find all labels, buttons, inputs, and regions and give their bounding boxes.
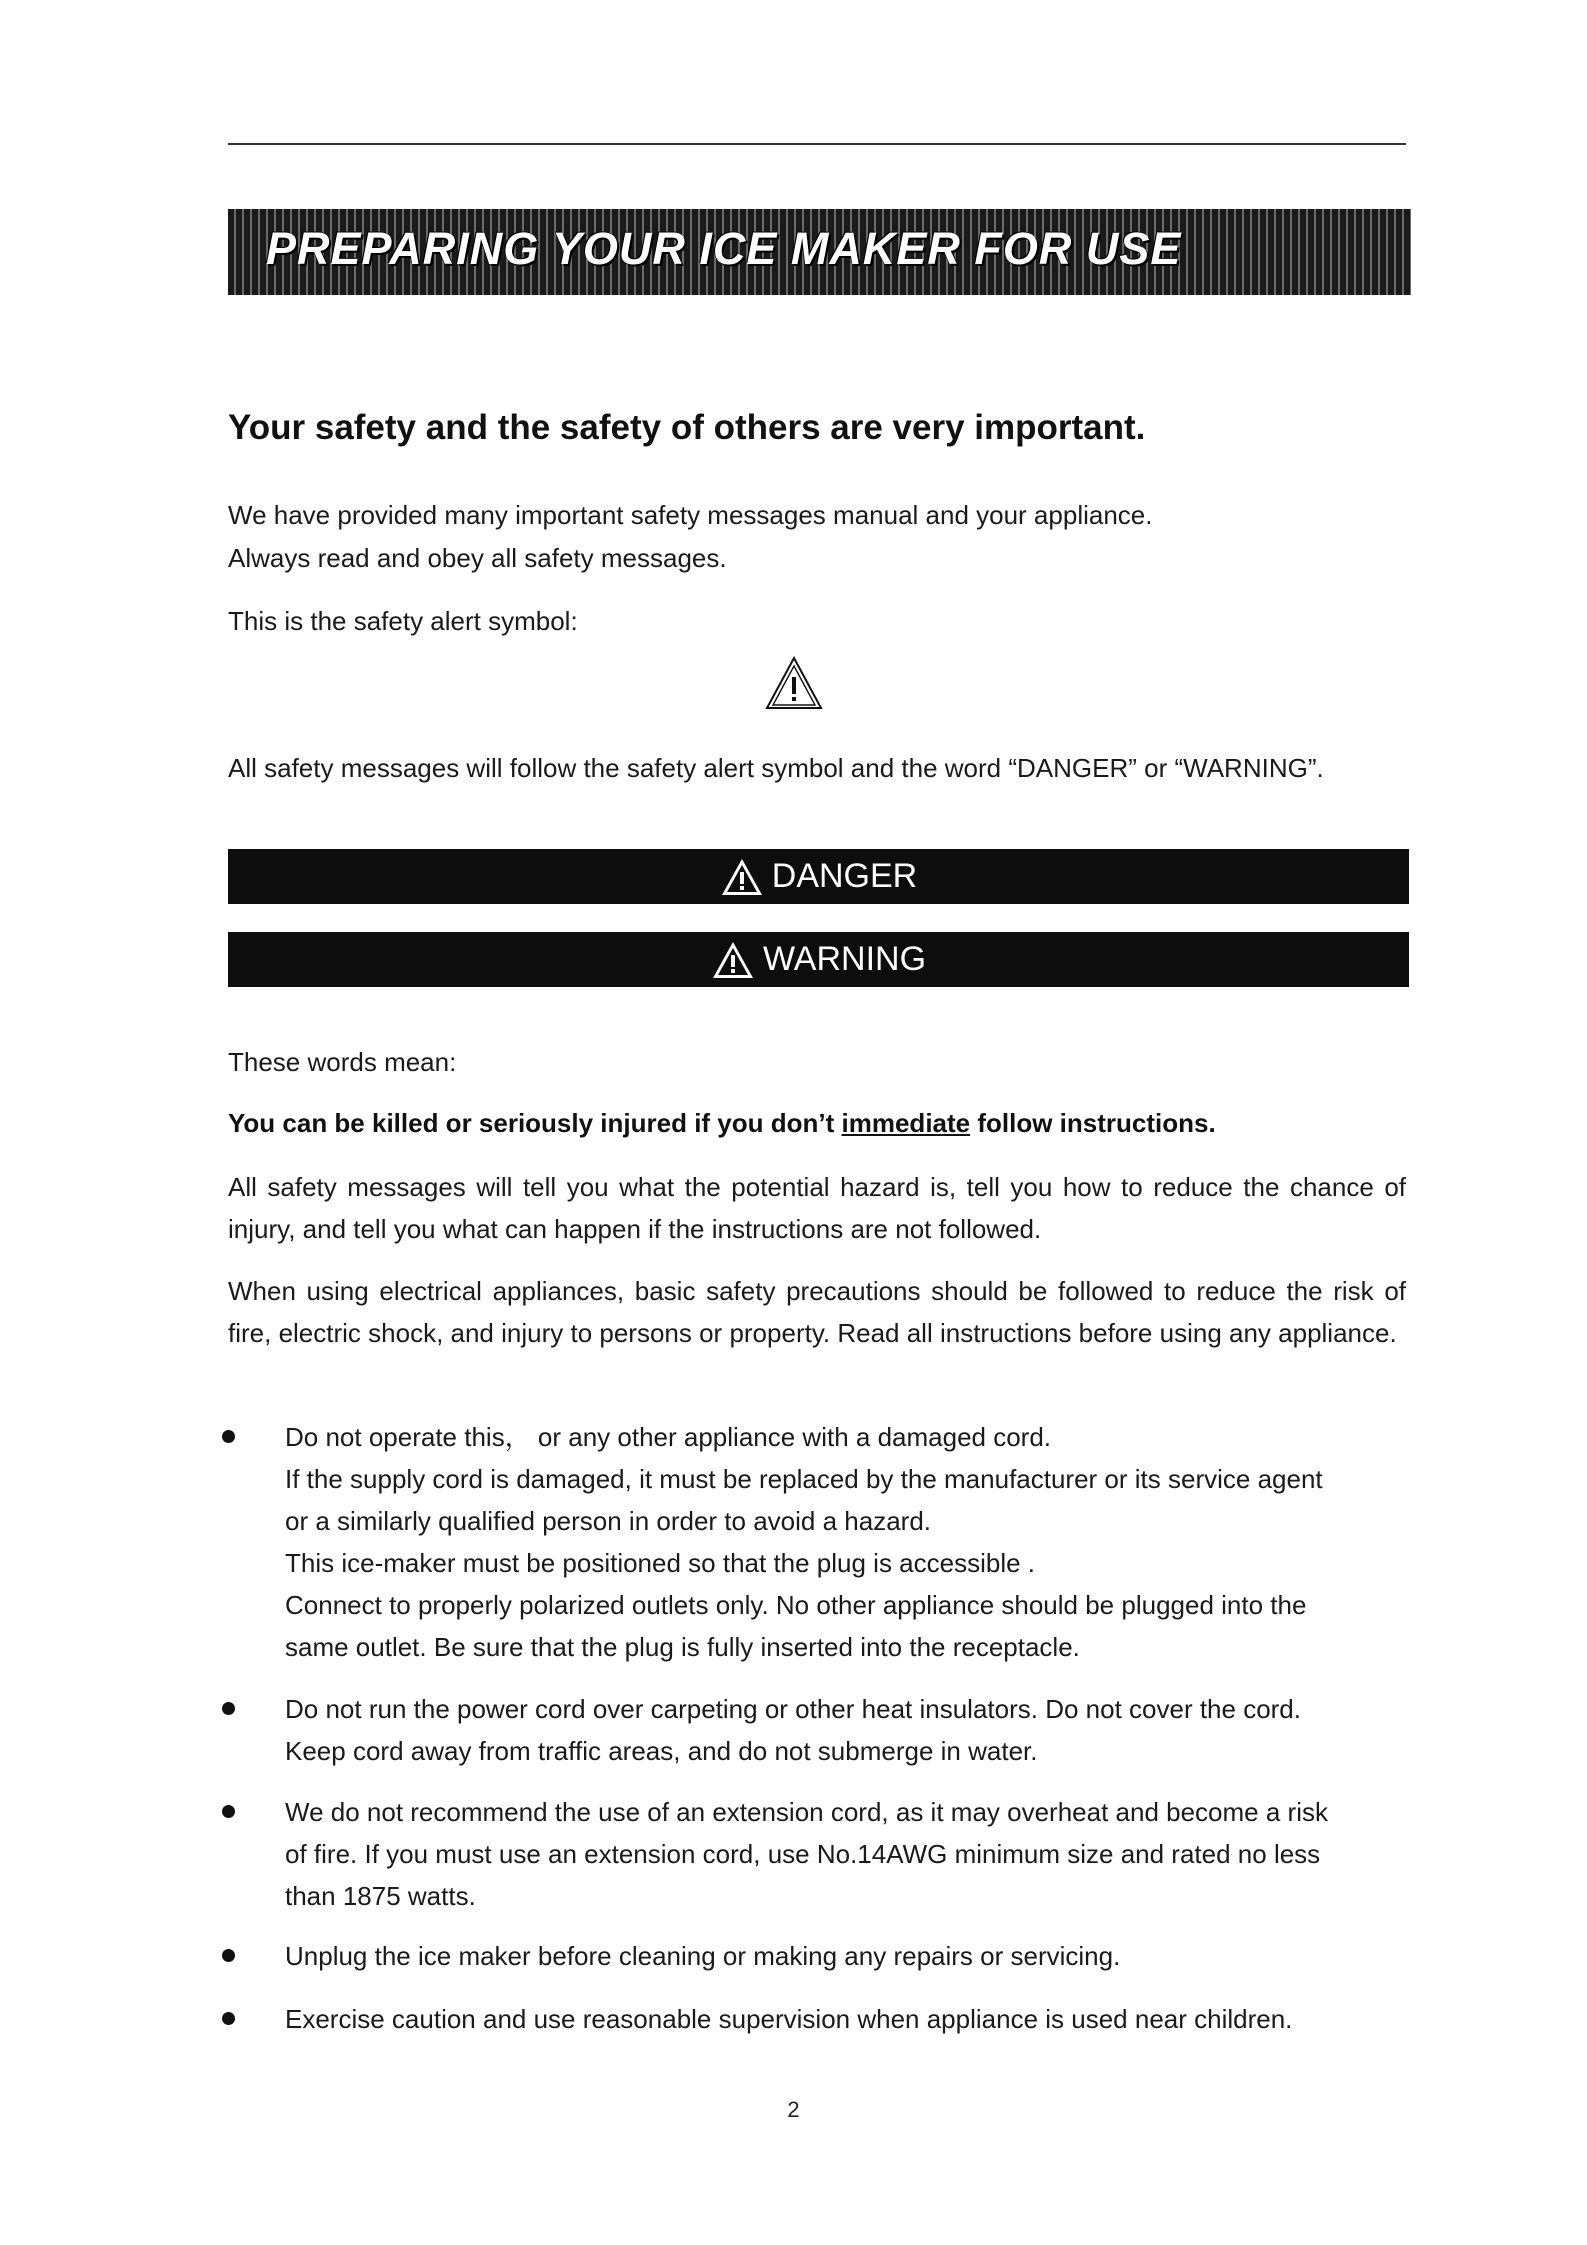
intro-line-2: Always read and obey all safety messages.	[228, 543, 727, 573]
bullet-line: same outlet. Be sure that the plug is fully inserted into the receptacle.	[285, 1632, 1080, 1662]
bullet-line: Keep cord away from traffic areas, and do not submerge in water.	[285, 1736, 1038, 1766]
symbol-intro: This is the safety alert symbol:	[228, 606, 578, 636]
bullet-line: Do not run the power cord over carpeting or other heat insulators. Do not cover the cord.	[285, 1694, 1301, 1724]
bullet-line: We do not recommend the use of an extension cord, as it may overheat and become a risk	[285, 1797, 1328, 1827]
danger-word: DANGER	[771, 857, 918, 895]
meaning-statement	[228, 1108, 1216, 1139]
bullet-line: Exercise caution and use reasonable supervision when appliance is used near children.	[285, 2004, 1293, 2034]
page-number: 2	[787, 2097, 800, 2122]
bullet-marker	[222, 1949, 235, 1962]
meaning-underlined: immediate	[841, 1108, 971, 1138]
bullet-line: Connect to properly polarized outlets only. No other appliance should be plugged into the	[285, 1590, 1307, 1620]
bullet-marker	[222, 1702, 235, 1715]
section-banner-title: PREPARING YOUR ICE MAKER FOR USE	[266, 223, 1182, 274]
bullet-marker	[222, 2012, 235, 2025]
warning-banner	[228, 932, 1409, 987]
bullet-line: than 1875 watts.	[285, 1881, 476, 1911]
paragraph-precautions: When using electrical appliances, basic safety precautions should be followed to reduce the risk of fire, electric shock, and injury to persons or property. Read all instructions before using any appliance.	[228, 1276, 1406, 1348]
safety-heading: Your safety and the safety of others are very important.	[228, 408, 1146, 447]
danger-alert-icon	[720, 857, 764, 897]
bullet-item-children	[285, 1998, 1406, 2040]
warning-word: WARNING	[762, 940, 927, 978]
follow-line: All safety messages will follow the safety alert symbol and the word “DANGER” or “WARNING”.	[228, 753, 1324, 783]
bullet-item-damaged-cord	[285, 1416, 1406, 1668]
bullet-item-extension-cord	[285, 1791, 1406, 1917]
bullet-line: This ice-maker must be positioned so that the plug is accessible .	[285, 1548, 1036, 1578]
bullet-item-unplug	[285, 1935, 1406, 1977]
section-banner	[228, 209, 1411, 295]
warning-alert-icon	[711, 940, 755, 980]
bullet-marker	[222, 1805, 235, 1818]
safety-alert-triangle-icon	[764, 655, 824, 711]
intro-line-1: We have provided many important safety messages manual and your appliance.	[228, 500, 1153, 530]
paragraph-hazard: All safety messages will tell you what the potential hazard is, tell you how to reduce the chance of injury, and tell you what can happen if the instructions are not followed.	[228, 1172, 1406, 1244]
meaning-label: These words mean:	[228, 1047, 457, 1077]
danger-banner	[228, 849, 1409, 904]
bullet-line: If the supply cord is damaged, it must be replaced by the manufacturer or its service agent	[285, 1464, 1323, 1494]
bullet-line: or a similarly qualified person in order to avoid a hazard.	[285, 1506, 932, 1536]
top-rule	[228, 143, 1406, 145]
bullet-line: of fire. If you must use an extension cord, use No.14AWG minimum size and rated no less	[285, 1839, 1321, 1869]
bullet-item-power-cord	[285, 1688, 1406, 1772]
bullet-marker	[222, 1430, 235, 1443]
meaning-before: You can be killed or seriously injured if you don’t	[228, 1108, 842, 1138]
bullet-line: Do not operate this， or any other appliance with a damaged cord.	[285, 1422, 1052, 1452]
meaning-after: follow instructions.	[970, 1108, 1216, 1138]
bullet-line: Unplug the ice maker before cleaning or making any repairs or servicing.	[285, 1941, 1121, 1971]
